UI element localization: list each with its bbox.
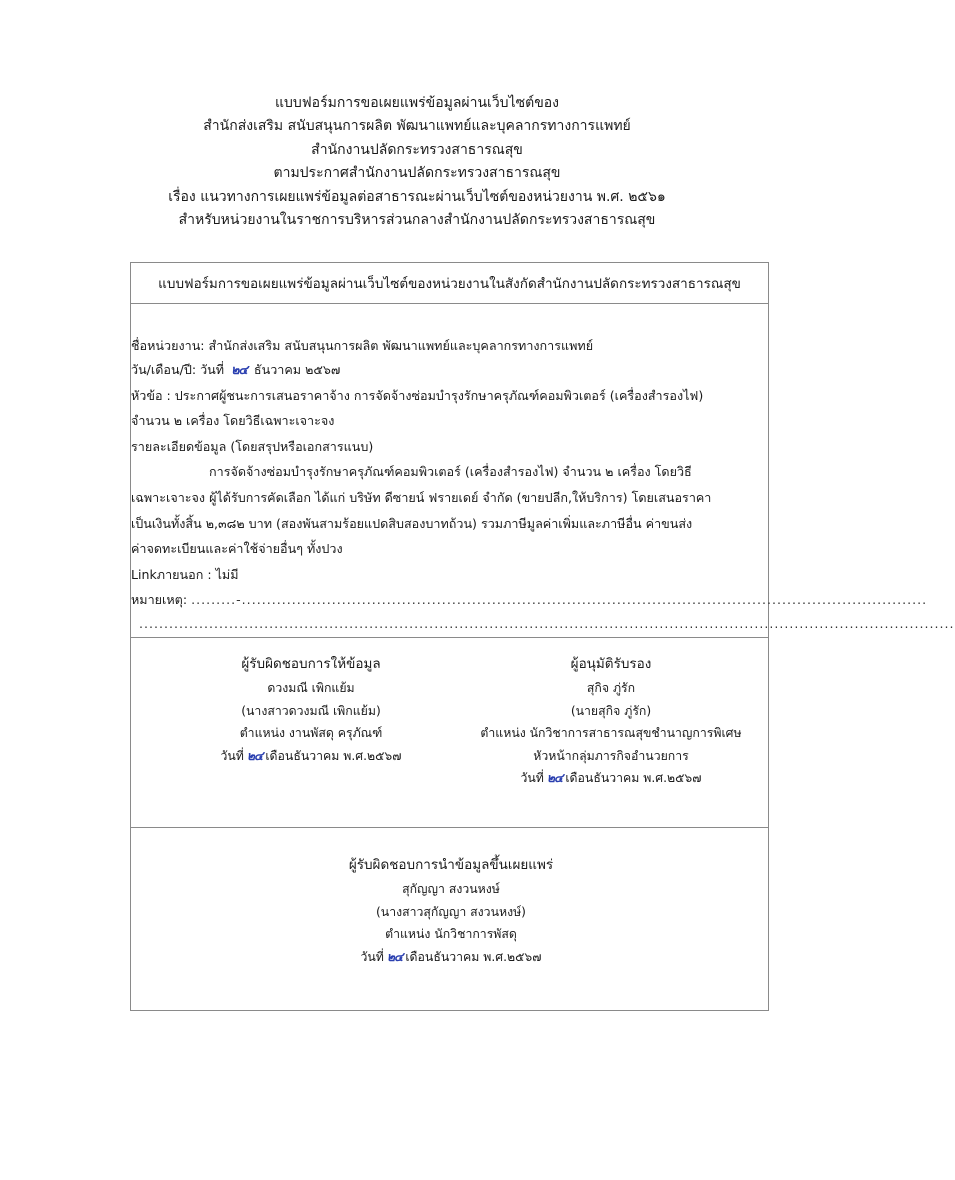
- external-link-line: Linkภายนอก : ไม่มี: [131, 567, 239, 582]
- publisher-position: ตำแหน่ง นักวิชาการพัสดุ: [385, 927, 517, 941]
- details-label: รายละเอียดข้อมูล (โดยสรุปหรือเอกสารแนบ): [131, 439, 374, 454]
- approver-name: สุกิจ ภู่รัก: [586, 681, 636, 695]
- approver-full-name: (นายสุกิจ ภู่รัก): [570, 703, 652, 718]
- remark-line-2: [139, 614, 955, 634]
- publisher-name: สุกัญญา สงวนหงษ์: [402, 882, 500, 896]
- publisher-signature-block: [301, 853, 601, 968]
- remark-line: [131, 590, 927, 610]
- provider-name: ดวงมณี เพิกแย้ม: [267, 681, 355, 695]
- provider-date-rest: เดือนธันวาคม พ.ศ.๒๕๖๗: [265, 748, 402, 763]
- date-rest: ธันวาคม ๒๕๖๗: [253, 362, 341, 377]
- publisher-date: [301, 946, 601, 969]
- handwritten-approver-day: ๒๔: [546, 770, 563, 785]
- form-title-section: [131, 263, 768, 304]
- provider-title: ผู้รับผิดชอบการให้ข้อมูล: [241, 656, 381, 672]
- header-line-6: สำหรับหน่วยงานในราชการบริหารส่วนกลางสำนักงานปลัดกระทรวงสาธารณสุข: [178, 212, 656, 229]
- details-line-4: ค่าจดทะเบียนและค่าใช้จ่ายอื่นๆ ทั้งปวง: [131, 541, 343, 556]
- remark-dots-2: ...................................................................................................................................................................: [139, 616, 955, 631]
- provider-full-name: (นางสาวดวงมณี เพิกแย้ม): [241, 703, 381, 718]
- header-line-2: สำนักส่งเสริม สนับสนุนการผลิต พัฒนาแพทย์และบุคลากรทางการแพทย์: [203, 118, 631, 135]
- header-line-5: เรื่อง แนวทางการเผยแพร่ข้อมูลต่อสาธารณะผ่านเว็บไซต์ของหน่วยงาน พ.ศ. ๒๕๖๑: [168, 188, 666, 205]
- header-line-1: แบบฟอร์มการขอเผยแพร่ข้อมูลผ่านเว็บไซต์ของ: [274, 95, 560, 111]
- form-details-section: [131, 303, 955, 638]
- provider-position: ตำแหน่ง งานพัสดุ ครุภัณฑ์: [239, 726, 383, 740]
- approver-date: [461, 767, 761, 790]
- approver-title: ผู้อนุมัติรับรอง: [570, 656, 652, 672]
- details-line-3: เป็นเงินทั้งสิ้น ๒,๓๘๒ บาท (สองพันสามร้อยแปดสิบสองบาทถ้วน) รวมภาษีมูลค่าเพิ่มและภาษีอื่น ค่าขนส่ง: [131, 516, 693, 531]
- document-header: [0, 92, 834, 232]
- provider-date-prefix: วันที่: [220, 748, 244, 763]
- remark-dots-1: .........-.........................................................................................................................................: [191, 592, 928, 607]
- approver-date-prefix: วันที่: [520, 771, 544, 785]
- header-line-4: ตามประกาศสำนักงานปลัดกระทรวงสาธารณสุข: [273, 165, 561, 182]
- form-title: แบบฟอร์มการขอเผยแพร่ข้อมูลผ่านเว็บไซต์ของหน่วยงานในสังกัดสำนักงานปลัดกระทรวงสาธารณสุข: [158, 276, 741, 292]
- details-line-1: การจัดจ้างซ่อมบำรุงรักษาครุภัณฑ์คอมพิวเตอร์ (เครื่องสำรองไฟ) จำนวน ๒ เครื่อง โดยวิธี: [209, 464, 692, 479]
- approver-date-rest: เดือนธันวาคม พ.ศ.๒๕๖๗: [565, 771, 702, 785]
- agency-line: ชื่อหน่วยงาน: สำนักส่งเสริม สนับสนุนการผลิต พัฒนาแพทย์และบุคลากรทางการแพทย์: [131, 338, 594, 353]
- handwritten-publisher-day: ๒๔: [386, 948, 403, 964]
- handwritten-date-day: ๒๔: [231, 362, 247, 377]
- approver-position: ตำแหน่ง นักวิชาการสาธารณสุขชำนาญการพิเศษ: [480, 726, 742, 740]
- publisher-date-rest: เดือนธันวาคม พ.ศ.๒๕๖๗: [405, 949, 542, 964]
- details-line-2: เฉพาะเจาะจง ผู้ได้รับการคัดเลือก ได้แก่ บริษัท ดีซายน์ ฟรายเดย์ จำกัด (ขายปลีก,ให้บริการ) โดยเสนอราคา: [131, 490, 712, 505]
- handwritten-provider-day: ๒๔: [246, 747, 263, 763]
- provider-signature-block: [181, 652, 441, 767]
- date-prefix: วัน/เดือน/ปี: วันที่: [131, 362, 225, 377]
- provider-date: [181, 745, 441, 768]
- header-line-3: สำนักงานปลัดกระทรวงสาธารณสุข: [311, 141, 523, 158]
- publisher-full-name: (นางสาวสุกัญญา สงวนหงษ์): [376, 904, 526, 919]
- signers-section: [131, 637, 768, 828]
- remark-label: หมายเหตุ:: [131, 592, 188, 607]
- approver-signature-block: [461, 652, 761, 790]
- publisher-section: [131, 827, 768, 1011]
- subject-line-2: จำนวน ๒ เครื่อง โดยวิธีเฉพาะเจาะจง: [131, 413, 335, 428]
- approver-position-2: หัวหน้ากลุ่มภารกิจอำนวยการ: [533, 748, 689, 763]
- publisher-date-prefix: วันที่: [360, 949, 384, 964]
- subject-line-1: หัวข้อ : ประกาศผู้ชนะการเสนอราคาจ้าง การจัดจ้างซ่อมบำรุงรักษาครุภัณฑ์คอมพิวเตอร์ (เครื่องสำรองไฟ): [131, 388, 704, 403]
- publisher-title: ผู้รับผิดชอบการนำข้อมูลขึ้นเผยแพร่: [348, 857, 554, 873]
- form-box: [130, 262, 955, 1011]
- date-line: [131, 360, 340, 380]
